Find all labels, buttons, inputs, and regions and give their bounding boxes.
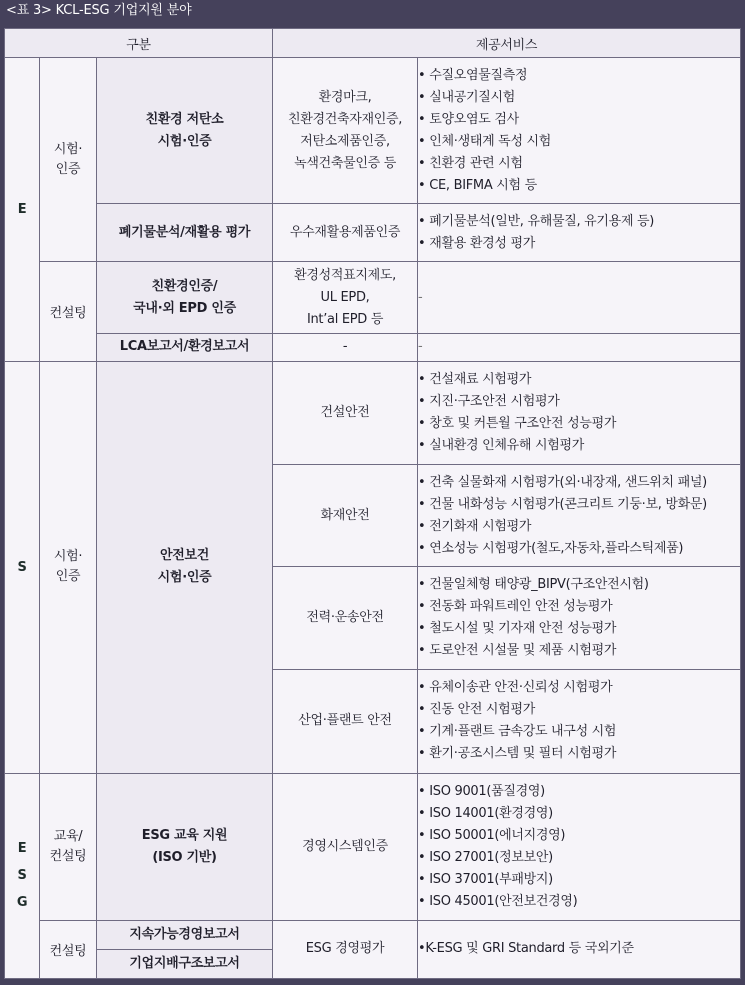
e-low-carbon-details bbox=[418, 58, 741, 204]
e-lca-details: - bbox=[418, 333, 741, 361]
detail-item: • ISO 50001(에너지경영) bbox=[418, 827, 566, 843]
e-epd-details: - bbox=[418, 262, 741, 333]
s-plant-details bbox=[418, 669, 741, 773]
s-testing-label bbox=[40, 362, 97, 774]
esg-education-label-line: 컨설팅 bbox=[49, 848, 87, 864]
s-fire-service: 화재안전 bbox=[273, 464, 418, 567]
section-letters-esg bbox=[5, 773, 40, 978]
esg-letter: S bbox=[17, 868, 27, 884]
esg-consulting-label: 컨설팅 bbox=[40, 920, 97, 978]
e-waste-details bbox=[418, 204, 741, 262]
e-testing-label-line: 인증 bbox=[55, 161, 81, 177]
detail-item: • 수질오염물질측정 bbox=[418, 67, 528, 83]
s-construction-details bbox=[418, 362, 741, 465]
detail-item: • ISO 27001(정보보안) bbox=[418, 849, 553, 865]
area-line: 안전보건 bbox=[159, 548, 210, 564]
e-waste-service: 우수재활용제품인증 bbox=[273, 204, 418, 262]
service-line: 친환경건축자재인증, bbox=[287, 111, 403, 127]
detail-item: • 유체이송관 안전·신뢰성 시험평가 bbox=[418, 680, 613, 696]
esg-letter: G bbox=[16, 895, 28, 911]
service-line: 저탄소제품인증, bbox=[300, 133, 390, 149]
area-line: ESG 교육 지원 bbox=[141, 827, 228, 843]
area-line: 시험·인증 bbox=[157, 133, 212, 149]
detail-item: • 친환경 관련 시험 bbox=[418, 155, 523, 171]
esg-evaluation-details: •K-ESG 및 GRI Standard 등 국외기준 bbox=[418, 920, 741, 978]
e-testing-label-line: 시험· bbox=[53, 141, 83, 157]
detail-item: • 지진·구조안전 시험평가 bbox=[418, 393, 560, 409]
detail-item: • ISO 14001(환경경영) bbox=[418, 805, 553, 821]
esg-education-area bbox=[97, 773, 273, 920]
table-caption: <표 3> KCL-ESG 기업지원 분야 bbox=[6, 3, 192, 18]
area-line: 시험·인증 bbox=[157, 570, 212, 586]
area-line: 국내·외 EPD 인증 bbox=[133, 300, 236, 316]
detail-item: • 도로안전 시설물 및 제품 시험평가 bbox=[418, 643, 617, 659]
detail-item: • 폐기물분석(일반, 유해물질, 유기용제 등) bbox=[418, 213, 655, 229]
detail-item: • 전기화재 시험평가 bbox=[418, 518, 532, 534]
detail-item: • 건물일체형 태양광_BIPV(구조안전시험) bbox=[418, 577, 649, 593]
esg-letter: E bbox=[17, 841, 27, 857]
s-plant-service: 산업·플랜트 안전 bbox=[273, 669, 418, 773]
e-epd-area bbox=[97, 262, 273, 333]
s-fire-details bbox=[418, 464, 741, 567]
detail-item: • 환기·공조시스템 및 필터 시험평가 bbox=[418, 746, 617, 762]
e-consulting-label: 컨설팅 bbox=[40, 262, 97, 362]
detail-item: • 연소성능 시험평가(철도,자동차,플라스틱제품) bbox=[418, 540, 684, 556]
detail-item: • 기계·플랜트 금속강도 내구성 시험 bbox=[418, 724, 617, 740]
detail-item: • CE, BIFMA 시험 등 bbox=[418, 177, 537, 193]
detail-item: • 재활용 환경성 평가 bbox=[418, 235, 535, 251]
service-line: UL EPD, bbox=[320, 289, 370, 305]
detail-item: • 건물 내화성능 시험평가(콘크리트 기둥·보, 방화문) bbox=[418, 496, 707, 512]
esg-support-table bbox=[4, 28, 741, 979]
section-letter-s: S bbox=[5, 362, 40, 774]
e-epd-service bbox=[273, 262, 418, 333]
service-line: 녹색건축물인증 등 bbox=[294, 155, 396, 171]
e-low-carbon-service bbox=[273, 58, 418, 204]
esg-sustainability-report-area: 지속가능경영보고서 bbox=[97, 920, 273, 949]
detail-item: • 실내환경 인체유해 시험평가 bbox=[418, 437, 584, 453]
e-low-carbon-area bbox=[97, 58, 273, 204]
e-lca-area: LCA보고서/환경보고서 bbox=[97, 333, 273, 361]
s-power-details bbox=[418, 567, 741, 670]
esg-governance-report-area: 기업지배구조보고서 bbox=[97, 949, 273, 978]
detail-item: • ISO 9001(품질경영) bbox=[418, 783, 545, 799]
detail-item: • 진동 안전 시험평가 bbox=[418, 702, 535, 718]
service-line: 환경성적표지제도, bbox=[294, 267, 396, 283]
s-safety-area bbox=[97, 362, 273, 774]
e-testing-label bbox=[40, 58, 97, 262]
detail-item: • ISO 37001(부패방지) bbox=[418, 871, 553, 887]
esg-mgmt-system-service: 경영시스템인증 bbox=[273, 773, 418, 920]
area-line: 친환경 저탄소 bbox=[145, 111, 224, 127]
area-line: (ISO 기반) bbox=[152, 849, 217, 865]
service-line: 환경마크, bbox=[318, 89, 372, 105]
esg-evaluation-service: ESG 경영평가 bbox=[273, 920, 418, 978]
s-testing-label-line: 시험· bbox=[53, 549, 83, 565]
s-construction-service: 건설안전 bbox=[273, 362, 418, 465]
detail-item: • 토양오염도 검사 bbox=[418, 111, 519, 127]
section-letter-e: E bbox=[5, 58, 40, 362]
detail-item: • 인체·생태계 독성 시험 bbox=[418, 133, 552, 149]
esg-iso-details bbox=[418, 773, 741, 920]
detail-item: • 창호 및 커튼월 구조안전 성능평가 bbox=[418, 415, 617, 431]
area-line: 친환경인증/ bbox=[151, 278, 218, 294]
s-power-service: 전력·운송안전 bbox=[273, 567, 418, 670]
detail-item: • 철도시설 및 기자재 안전 성능평가 bbox=[418, 621, 617, 637]
esg-education-label bbox=[40, 773, 97, 920]
detail-item: • ISO 45001(안전보건경영) bbox=[418, 893, 578, 909]
detail-item: • 전동화 파워트레인 안전 성능평가 bbox=[418, 599, 613, 615]
esg-education-label-line: 교육/ bbox=[53, 828, 83, 844]
detail-item: • 건축 실물화재 시험평가(외·내장재, 샌드위치 패널) bbox=[418, 474, 707, 490]
header-services: 제공서비스 bbox=[273, 29, 741, 58]
detail-item: • 실내공기질시험 bbox=[418, 89, 516, 105]
detail-item: • 건설재료 시험평가 bbox=[418, 371, 532, 387]
e-waste-area: 폐기물분석/재활용 평가 bbox=[97, 204, 273, 262]
s-testing-label-line: 인증 bbox=[55, 569, 81, 585]
header-category: 구분 bbox=[5, 29, 273, 58]
service-line: Int’al EPD 등 bbox=[306, 311, 384, 327]
e-lca-service: - bbox=[273, 333, 418, 361]
